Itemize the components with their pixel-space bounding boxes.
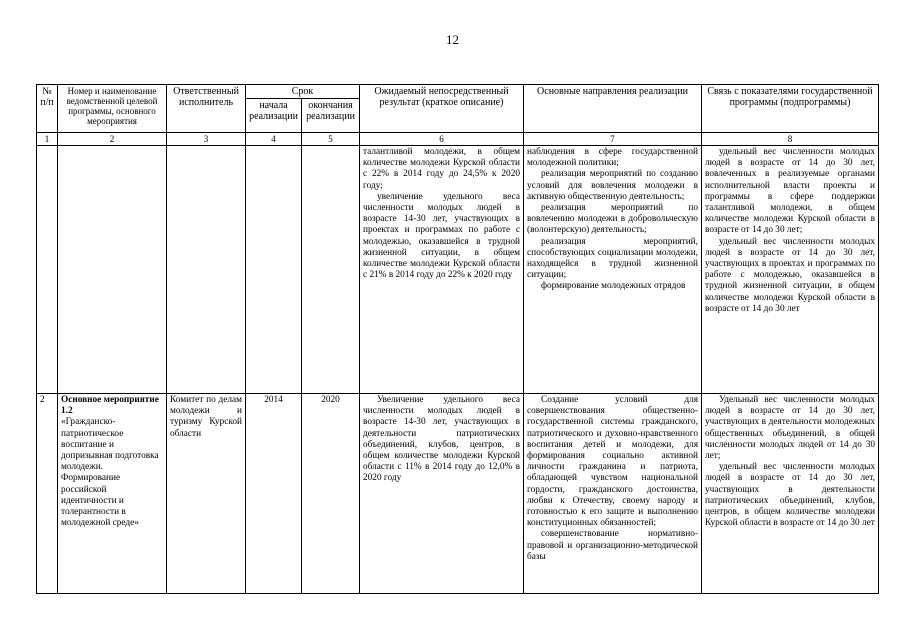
col-number: 1 [37, 133, 58, 146]
header-indicators: Связь с показателями государственной программы (подпрограммы) [702, 85, 879, 133]
row1-direction: наблюдения в сфере государственной молодежной политики; [527, 147, 698, 169]
row1-start [246, 146, 302, 394]
header-num: № п/п [37, 85, 58, 133]
col-number: 3 [167, 133, 246, 146]
col-number: 5 [302, 133, 360, 146]
row1-indicator: удельный вес численности молодых людей в возрасте от 14 до 30 лет, участвующих в проектах и программах по работе с молодежью, оказавшейся в трудной жизненной ситуации, в общем количестве молодежи Курской области в возрасте от 14 до 30 лет [705, 236, 875, 314]
row1-direction: формирование молодежных отрядов [541, 281, 686, 292]
header-term-start: начала реализации [246, 99, 302, 133]
row1-executor [167, 146, 246, 394]
row1-direction: реализация мероприятий по созданию условий для вовлечения молодежи в активную общественную деятельность; [527, 169, 698, 202]
row2-end: 2020 [302, 394, 360, 594]
header-directions: Основные направления реализации [524, 85, 702, 133]
row2-start: 2014 [246, 394, 302, 594]
row2-direction: Создание условий для совершенствования общественно-государственной системы гражданского, патриотического и духовно-нравственного воспитания детей и молодежи, для формирования социально активной личности гражданина и патриота, обладающей чувством национальной гордости, гражданского достоинства, любви к Отечеству, своему народу и готовностью к его защите и выполнению конституционных обязанностей; [527, 395, 698, 529]
row1-directions [524, 146, 702, 394]
row2-indicator: Удельный вес численности молодых людей в возрасте от 14 до 30 лет, участвующих в деятельности молодежных общественных объединений, в общей численности молодых людей от 14 до 30 лет; [705, 395, 875, 462]
table-row [37, 394, 879, 594]
row1-result [360, 146, 524, 394]
row1-indicator: удельный вес численности молодых людей в возрасте от 14 до 30 лет, вовлеченных в реализуемые органами исполнительной власти проекты и программы в сфере поддержки талантливой молодежи, в общем количестве молодежи Курской области в возрасте от 14 до 30 лет; [705, 147, 875, 236]
row2-result-text: Увеличение удельного веса численности молодых людей в возрасте 14-30 лет, участвующих в деятельности патриотических объединений, клубов, центров, в общем количестве молодежи Курской области с 11% в 2014 году до 12,0% в 2020 году [363, 395, 520, 484]
header-program: Номер и наименование ведомственной целевой программы, основного мероприятия [58, 85, 167, 133]
program-table [36, 84, 879, 594]
row1-direction: реализация мероприятий, способствующих социализации молодежи, находящейся в трудной жизненной ситуации; [527, 236, 698, 281]
row2-program [58, 394, 167, 594]
row2-num: 2 [37, 394, 58, 594]
row1-result-text-2: увеличение удельного веса численности молодых людей в возрасте 14-30 лет, участвующих в проектах и программах по работе с молодежью, оказавшейся в трудной жизненной ситуации, в общем количестве молодежи Курской области с 21% в 2014 году до 22% к 2020 году [363, 191, 520, 281]
row2-program-name: «Гражданско-патриотическое воспитание и допризывная подготовка молодежи. Формирование российской идентичности и толерантности в молодежной среде» [61, 417, 159, 529]
row2-directions [524, 394, 702, 594]
row1-end [302, 146, 360, 394]
row1-num [37, 146, 58, 394]
row1-program [58, 146, 167, 394]
col-number: 2 [58, 133, 167, 146]
row1-result-text: талантливой молодежи, в общем количестве молодежи Курской области с 22% в 2014 году до 24,5% к 2020 году; [363, 147, 520, 191]
col-number: 4 [246, 133, 302, 146]
row2-indicators [702, 394, 879, 594]
table-row [37, 146, 879, 394]
row1-indicators [702, 146, 879, 394]
header-result: Ожидаемый непосредственный результат (краткое описание) [360, 85, 524, 133]
row2-executor: Комитет по делам молодежи и туризму Курской области [167, 394, 246, 594]
row2-program-title: Основное мероприятие 1.2 [61, 395, 159, 417]
header-executor: Ответственный исполнитель [167, 85, 246, 133]
page-number: 12 [446, 32, 459, 47]
col-number: 8 [702, 133, 879, 146]
header-term-end: окончания реализации [302, 99, 360, 133]
header-term: Срок [246, 85, 360, 99]
col-number: 6 [360, 133, 524, 146]
row2-indicator: удельный вес численности молодых людей в возрасте от 14 до 30 лет, участвующих в деятельности патриотических объединений, клубов, центров, в общем количестве молодежи Курской области в возрасте от 14 до 30 лет [705, 462, 875, 529]
row1-direction: реализация мероприятий по вовлечению молодежи в добровольческую (волонтерскую) деятельность; [527, 203, 698, 236]
row2-direction: совершенствование нормативно-правовой и организационно-методической базы [527, 529, 698, 562]
row2-result [360, 394, 524, 594]
col-number: 7 [524, 133, 702, 146]
